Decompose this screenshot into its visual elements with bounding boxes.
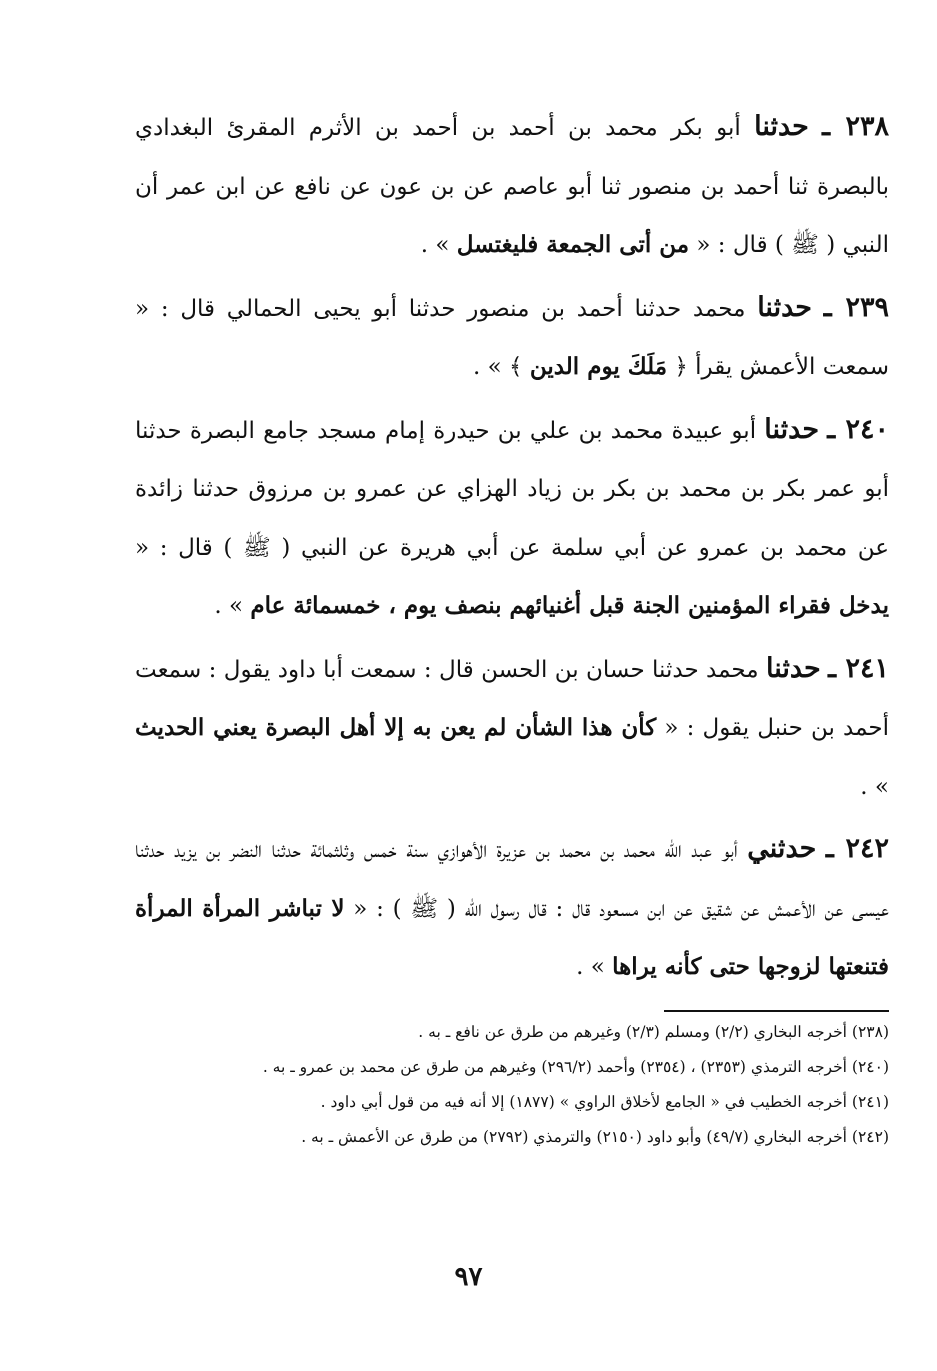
hadith-matn: كأن هذا الشأن لم يعن به إلا أهل البصرة يعني الحديث xyxy=(135,714,657,741)
hadith-verb: حدثني xyxy=(747,833,817,864)
hadith-number: ٢٤٠ ـ xyxy=(827,413,890,445)
hadith-number: ٢٤١ ـ xyxy=(828,652,889,684)
hadith-end: » . xyxy=(860,773,889,800)
hadith-end: » . xyxy=(420,232,457,258)
hadith-verb: حدثنا xyxy=(757,291,812,323)
hadith-239 xyxy=(135,279,889,397)
page-number: ٩٧ xyxy=(454,1262,483,1292)
hadith-isnad: محمد حدثنا أحمد بن منصور حدثنا أبو يحيى الحمالي قال : « سمعت الأعمش يقرأ ﴿ xyxy=(135,295,889,380)
footnote-divider xyxy=(664,1010,889,1012)
hadith-number: ٢٣٩ ـ xyxy=(823,291,889,323)
main-text-body xyxy=(135,98,889,997)
hadith-isnad: محمد حدثنا حسان بن الحسن قال : سمعت أبا داود يقول : سمعت أحمد بن حنبل يقول : « xyxy=(135,656,889,741)
hadith-242 xyxy=(135,820,889,997)
hadith-matn: يدخل فقراء المؤمنين الجنة قبل أغنيائهم بنصف يوم ، خمسمائة عام xyxy=(250,592,889,619)
footnote-238: (٢٣٨) أخرجه البخاري (٢/٢) ومسلم (٢/٣) وغيرهم من طرق عن نافع ـ به . xyxy=(418,1023,889,1041)
footnote-241: (٢٤١) أخرجه الخطيب في « الجامع لأخلاق الراوي » (١٨٧٧) إلا أنه فيه من قول أبي داود . xyxy=(320,1093,889,1111)
hadith-matn: لا تباشر المرأة المرأة فتنعتها لزوجها حتى كأنه يراها xyxy=(135,894,889,980)
hadith-isnad: أبو عبيدة محمد بن علي بن حيدرة إمام مسجد جامع البصرة حدثنا أبو عمر بكر بن محمد بن بكر بن زياد الهزاي عن عمرو بن مرزوق حدثنا زائدة عن محمد بن عمرو عن أبي سلمة عن أبي هريرة عن النبي ( ﷺ ) قال : « xyxy=(135,417,889,561)
hadith-240 xyxy=(135,401,889,636)
footnote-240: (٢٤٠) أخرجه الترمذي (٢٣٥٣) ، (٢٣٥٤) وأحمد (٢٩٦/٢) وغيرهم من طرق عن محمد بن عمرو ـ به . xyxy=(262,1058,889,1076)
hadith-isnad: أبو بكر محمد بن أحمد بن أحمد بن الأثرم المقرئ البغدادي بالبصرة ثنا أحمد بن منصور ثنا أبو عاصم عن بن عون عن نافع عن ابن عمر أن النبي ( ﷺ ) قال : « xyxy=(135,115,889,258)
hadith-241 xyxy=(135,640,889,817)
hadith-verb: حدثنا xyxy=(754,111,809,142)
hadith-isnad: أبو عبد اللّه محمد بن محمد بن عزيرة الأهوازي سنة خمس وثلثمائة حدثنا النضر بن يزيد حدثنا عيسى عن الأعمش عن شقيق عن ابن مسعود قال : قال رسول اللّه ( ﷺ ) : « xyxy=(135,837,889,922)
hadith-matn: مَلَكَ يوم الدين xyxy=(529,353,668,380)
hadith-number: ٢٣٨ ـ xyxy=(822,111,889,142)
hadith-end: » . xyxy=(576,954,613,980)
footnotes xyxy=(135,1018,889,1158)
hadith-238 xyxy=(135,98,889,275)
hadith-matn: من أتى الجمعة فليغتسل xyxy=(456,231,690,258)
hadith-verb: حدثنا xyxy=(765,652,821,684)
hadith-number: ٢٤٢ ـ xyxy=(825,833,890,864)
hadith-end: ﴾ » . xyxy=(473,354,530,380)
hadith-verb: حدثنا xyxy=(764,413,820,445)
hadith-end: » . xyxy=(214,593,251,619)
footnote-242: (٢٤٢) أخرجه البخاري (٤٩/٧) وأبو داود (٢١٥٠) والترمذي (٢٧٩٢) من طرق عن الأعمش ـ به . xyxy=(301,1128,889,1146)
